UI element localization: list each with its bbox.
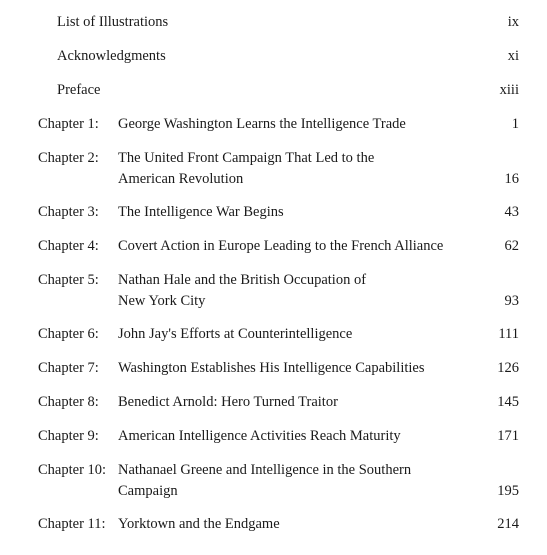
chapter-title bbox=[118, 236, 498, 257]
chapter-title bbox=[118, 460, 498, 502]
chapter-title bbox=[118, 270, 498, 312]
chapter-title bbox=[118, 358, 498, 379]
entry-page-number: ix bbox=[507, 14, 519, 30]
chapter-title-line: Washington Establishes His Intelligence Capabilities bbox=[118, 360, 425, 376]
entry-page-number: 214 bbox=[497, 516, 519, 532]
chapter-title-line: George Washington Learns the Intelligence Trade bbox=[118, 116, 406, 132]
chapter-title bbox=[118, 324, 498, 345]
chapter-label: Chapter 7: bbox=[38, 360, 99, 376]
chapter-title bbox=[118, 114, 498, 135]
entry-page-number: xi bbox=[507, 48, 519, 64]
chapter-title-line: Covert Action in Europe Leading to the French Alliance bbox=[118, 238, 444, 254]
entry-page-number: 145 bbox=[497, 394, 519, 410]
entry-page-number: 16 bbox=[504, 171, 519, 187]
entry-page-number: 126 bbox=[497, 360, 519, 376]
chapter-title-line: Nathanael Greene and Intelligence in the Southern bbox=[118, 462, 412, 478]
chapter-title-line: American Revolution bbox=[118, 171, 244, 187]
chapter-title bbox=[118, 426, 498, 447]
chapter-label: Chapter 8: bbox=[38, 394, 99, 410]
chapter-label: Chapter 9: bbox=[38, 428, 99, 444]
chapter-title-line: The United Front Campaign That Led to the bbox=[118, 150, 375, 166]
entry-page-number: 195 bbox=[497, 483, 519, 499]
chapter-title-line: Nathan Hale and the British Occupation of bbox=[118, 272, 367, 288]
chapter-label: Chapter 6: bbox=[38, 326, 99, 342]
chapter-label: Chapter 5: bbox=[38, 272, 99, 288]
chapter-label: Chapter 1: bbox=[38, 116, 99, 132]
chapter-label: Chapter 3: bbox=[38, 204, 99, 220]
chapter-title-line: Benedict Arnold: Hero Turned Traitor bbox=[118, 394, 338, 410]
chapter-title bbox=[118, 514, 498, 535]
entry-page-number: xiii bbox=[499, 82, 519, 98]
entry-page-number: 1 bbox=[511, 116, 519, 132]
entry-title: Preface bbox=[57, 82, 101, 98]
entry-page-number: 171 bbox=[497, 428, 519, 444]
chapter-title-line: Campaign bbox=[118, 483, 178, 499]
entry-title: List of Illustrations bbox=[57, 14, 169, 30]
chapter-label: Chapter 2: bbox=[38, 150, 99, 166]
chapter-title-line: The Intelligence War Begins bbox=[118, 204, 284, 220]
chapter-title-line: New York City bbox=[118, 293, 206, 309]
chapter-title-line: John Jay's Efforts at Counterintelligence bbox=[118, 326, 353, 342]
chapter-title bbox=[118, 148, 498, 190]
chapter-title bbox=[118, 392, 498, 413]
entry-page-number: 111 bbox=[498, 326, 519, 342]
chapter-label: Chapter 10: bbox=[38, 462, 107, 478]
entry-page-number: 62 bbox=[504, 238, 519, 254]
chapter-label: Chapter 4: bbox=[38, 238, 99, 254]
chapter-title-line: American Intelligence Activities Reach Maturity bbox=[118, 428, 401, 444]
chapter-label: Chapter 11: bbox=[38, 516, 106, 532]
chapter-title-line: Yorktown and the Endgame bbox=[118, 516, 280, 532]
entry-title: Acknowledgments bbox=[57, 48, 166, 64]
chapter-title bbox=[118, 202, 498, 223]
entry-page-number: 43 bbox=[504, 204, 519, 220]
entry-page-number: 93 bbox=[504, 293, 519, 309]
